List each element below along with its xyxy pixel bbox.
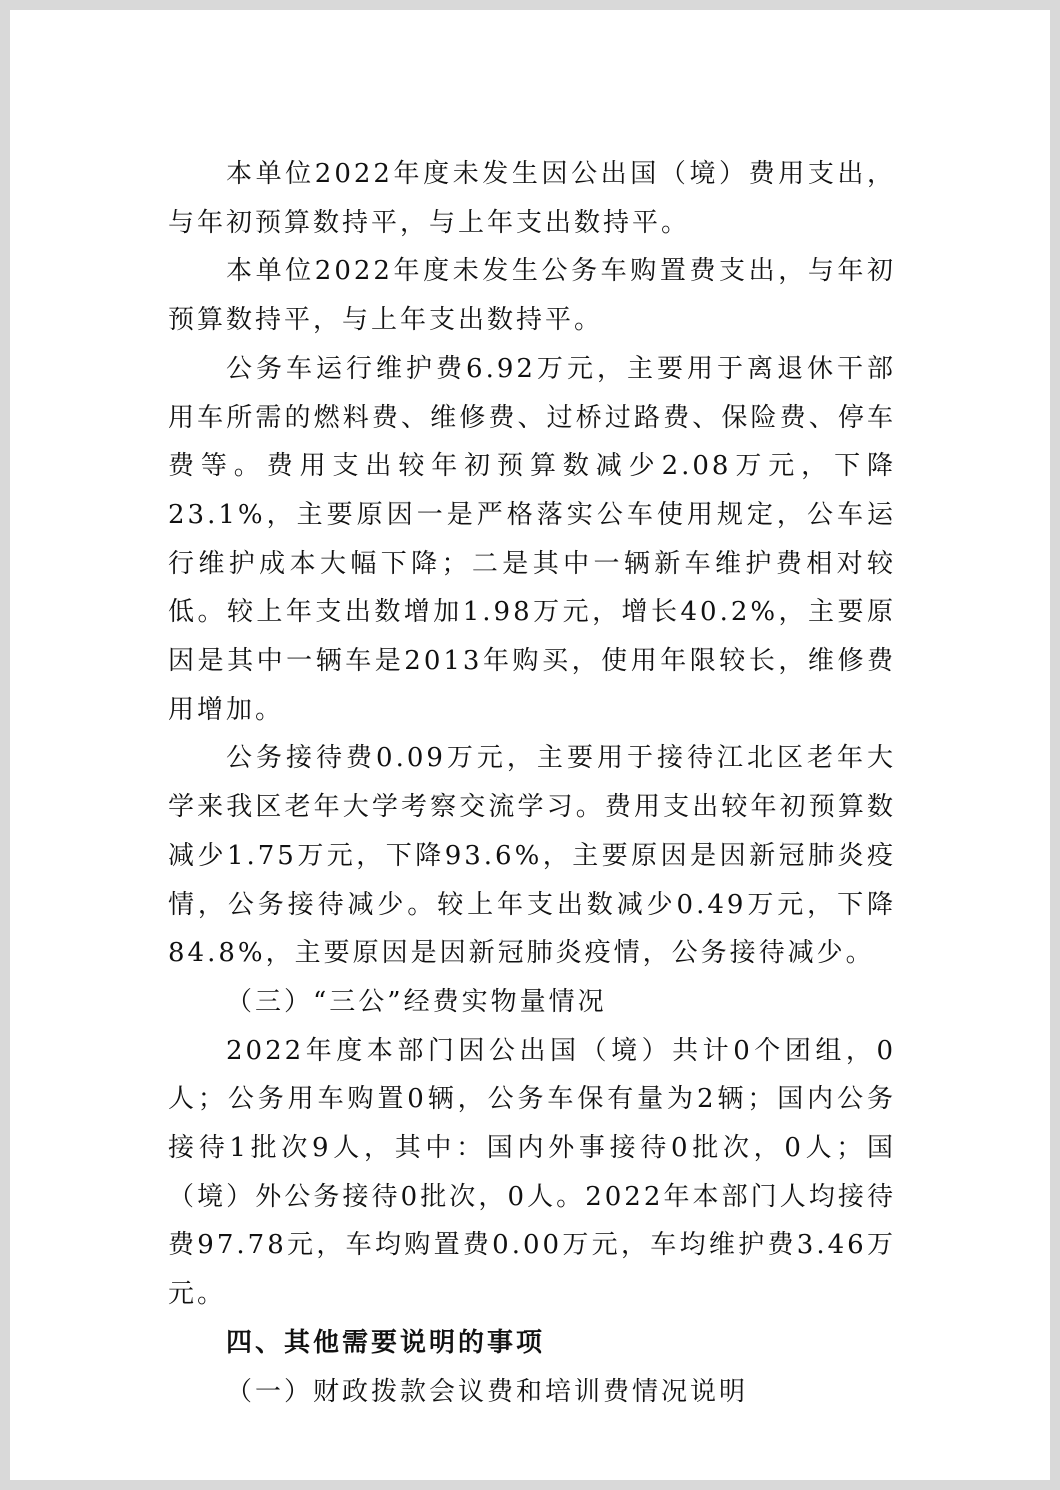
paragraph-physical-quantity: 2022年度本部门因公出国（境）共计0个团组，0人；公务用车购置0辆，公务车保有量为2辆；国内公务接待1批次9人，其中：国内外事接待0批次，0人；国（境）外公务接待0批次，0人。2022年本部门人均接待费97.78元，车均购置费0.00万元，车均维护费3.46万元。 [168,1035,896,1310]
heading-section-4-1: （一）财政拨款会议费和培训费情况说明 [226,1376,749,1407]
paragraph-overseas-expense: 本单位2022年度未发生因公出国（境）费用支出，与年初预算数持平，与上年支出数持平。 [168,159,896,238]
heading-section-4: 四、其他需要说明的事项 [226,1327,546,1358]
paragraph-vehicle-purchase: 本单位2022年度未发生公务车购置费支出，与年初预算数持平，与上年支出数持平。 [168,256,896,336]
document-page [10,10,1050,1480]
paragraph-reception-expense: 公务接待费0.09万元，主要用于接待江北区老年大学来我区老年大学考察交流学习。费用支出较年初预算数减少1.75万元，下降93.6%，主要原因是因新冠肺炎疫情，公务接待减少。较上年支出数减少0.49万元，下降84.8%，主要原因是因新冠肺炎疫情，公务接待减少。 [168,743,896,969]
paragraph-vehicle-maintenance: 公务车运行维护费6.92万元，主要用于离退休干部用车所需的燃料费、维修费、过桥过路费、保险费、停车费等。费用支出较年初预算数减少2.08万元，下降23.1%，主要原因一是严格落实公车使用规定，公车运行维护成本大幅下降；二是其中一辆新车维护费相对较低。较上年支出数增加1.98万元，增长40.2%，主要原因是其中一辆车是2013年购买，使用年限较长，维修费用增加。 [168,353,896,725]
heading-section-3: （三）“三公”经费实物量情况 [226,986,607,1017]
document-body [168,150,896,1416]
